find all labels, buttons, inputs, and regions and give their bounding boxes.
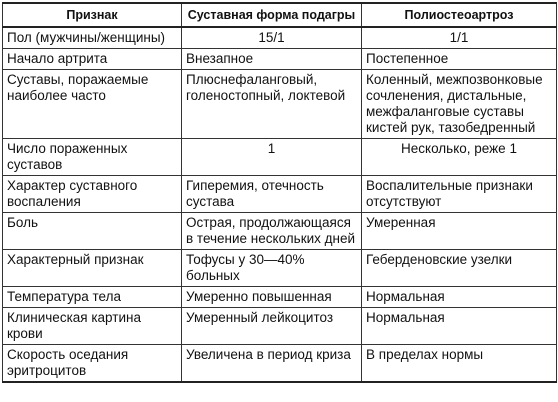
cell-oa: 1/1 xyxy=(362,27,557,49)
cell-feature: Скорость оседания эритроцитов xyxy=(3,345,182,383)
table-row xyxy=(3,27,557,49)
cell-oa: Нормальная xyxy=(362,287,557,308)
cell-gout: Плюснефаланговый, голеностопный, локтевой xyxy=(182,70,362,139)
comparison-table xyxy=(2,2,557,383)
cell-gout: Острая, продолжающаяся в течение нескольких дней xyxy=(182,213,362,250)
cell-gout: Гиперемия, отечность сустава xyxy=(182,176,362,213)
cell-gout: Умеренно повышенная xyxy=(182,287,362,308)
cell-feature: Начало артрита xyxy=(3,49,182,70)
cell-oa: В пределах нормы xyxy=(362,345,557,383)
cell-gout: Внезапное xyxy=(182,49,362,70)
cell-feature: Пол (мужчины/женщины) xyxy=(3,27,182,49)
cell-gout: Тофусы у 30—40% больных xyxy=(182,250,362,287)
table-row xyxy=(3,49,557,70)
cell-feature: Боль xyxy=(3,213,182,250)
cell-oa: Геберденовские узелки xyxy=(362,250,557,287)
table-row xyxy=(3,250,557,287)
table-row xyxy=(3,139,557,176)
table-row xyxy=(3,345,557,383)
cell-oa: Коленный, межпозвонковые сочленения, дистальные, межфаланговые суставы кистей рук, тазобедренный xyxy=(362,70,557,139)
table-row xyxy=(3,287,557,308)
cell-gout: 15/1 xyxy=(182,27,362,49)
cell-oa: Воспалительные признаки отсутствуют xyxy=(362,176,557,213)
cell-feature: Число пораженных суставов xyxy=(3,139,182,176)
cell-gout: Умеренный лейкоцитоз xyxy=(182,308,362,345)
cell-gout: Увеличена в период криза xyxy=(182,345,362,383)
table-row xyxy=(3,176,557,213)
cell-feature: Температура тела xyxy=(3,287,182,308)
table-row xyxy=(3,70,557,139)
table-header-row xyxy=(3,3,557,27)
cell-feature: Характер суставного воспаления xyxy=(3,176,182,213)
cell-feature: Клиническая картина крови xyxy=(3,308,182,345)
header-feature: Признак xyxy=(3,3,182,27)
cell-oa: Умеренная xyxy=(362,213,557,250)
header-osteoarthritis: Полиостеоартроз xyxy=(362,3,557,27)
table-row xyxy=(3,308,557,345)
cell-oa: Нормальная xyxy=(362,308,557,345)
cell-oa: Постепенное xyxy=(362,49,557,70)
cell-gout: 1 xyxy=(182,139,362,176)
table-row xyxy=(3,213,557,250)
cell-feature: Характерный признак xyxy=(3,250,182,287)
cell-oa: Несколько, реже 1 xyxy=(362,139,557,176)
header-gout: Суставная форма подагры xyxy=(182,3,362,27)
cell-feature: Суставы, поражаемые наиболее часто xyxy=(3,70,182,139)
